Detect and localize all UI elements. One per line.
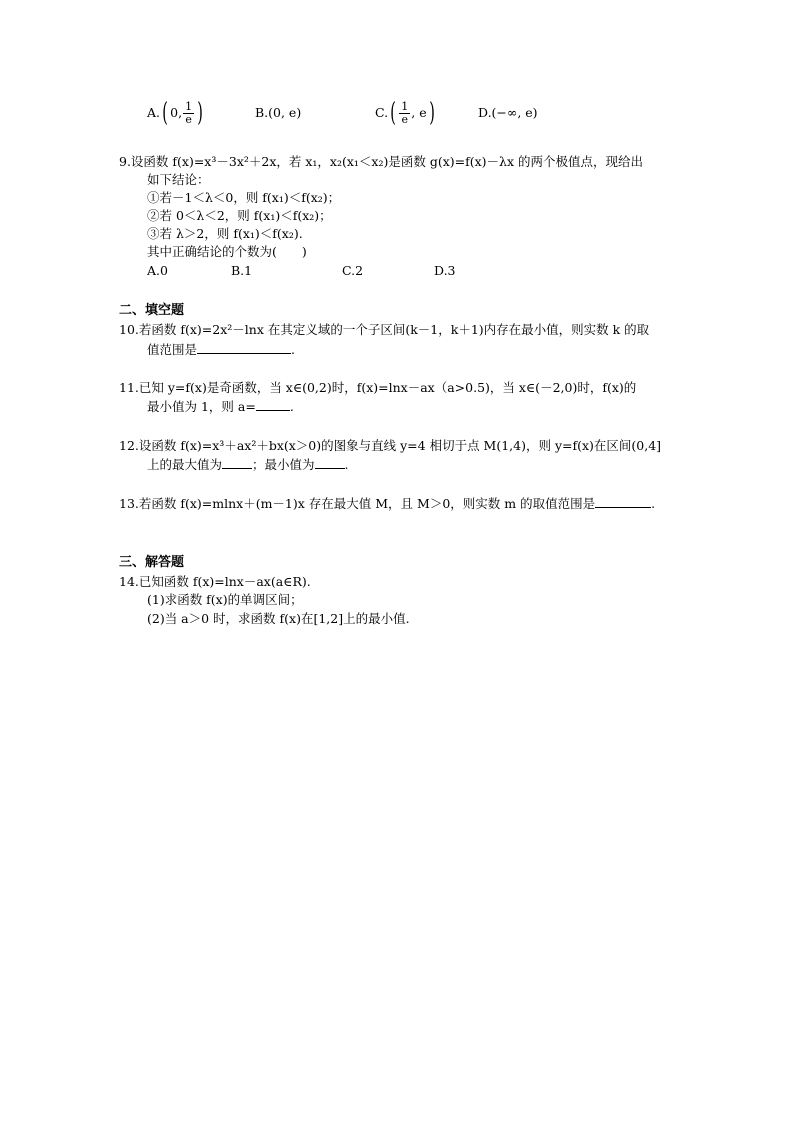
q10-answer-blank[interactable] xyxy=(197,341,291,354)
q8-option-c-rest: , e xyxy=(411,105,427,120)
q13-end: . xyxy=(651,496,656,511)
q12-line2 xyxy=(147,456,349,473)
q12-min-blank[interactable] xyxy=(315,456,345,469)
q9-conclusion-1: ①若－1＜λ＜0，则 f(x₁)＜f(x₂)； xyxy=(147,190,341,205)
q13-line1 xyxy=(119,495,655,512)
q9-stem-line2: 如下结论： xyxy=(147,172,210,187)
q8-option-a-numerator: 1 xyxy=(185,99,193,113)
q10-line1: 10.若函数 f(x)=2x²－lnx 在其定义域的一个子区间(k－1，k＋1)内存在最小值，则实数 k 的取 xyxy=(119,322,650,337)
q8-option-c-open-paren: ( xyxy=(390,98,396,128)
q12-line2-end: . xyxy=(344,457,349,472)
q8-option-c-close-paren: ) xyxy=(428,98,435,128)
q8-option-a-open-paren: ( xyxy=(162,98,168,128)
q8-option-a xyxy=(147,100,205,126)
q10-line2-end: . xyxy=(291,342,295,357)
q8-option-a-label: A. xyxy=(147,105,161,120)
q13-answer-blank[interactable] xyxy=(595,495,651,508)
q9-option-c: C.2 xyxy=(342,263,364,278)
q9-conclusion-2: ②若 0＜λ＜2，则 f(x₁)＜f(x₂)； xyxy=(147,208,332,223)
q8-option-a-fraction xyxy=(183,101,194,126)
q10-line2-text: 值范围是 xyxy=(147,342,198,357)
q9-option-d: D.3 xyxy=(434,263,456,278)
q11-answer-blank[interactable] xyxy=(256,398,290,411)
q13-text: 13.若函数 f(x)=mlnx＋(m－1)x 存在最大值 M，且 M＞0，则实数 m 的取值范围是 xyxy=(119,496,596,511)
q14-stem: 14.已知函数 f(x)=lnx－ax(a∈R). xyxy=(119,574,311,589)
q9-option-a: A.0 xyxy=(147,263,168,278)
q9-option-b: B.1 xyxy=(231,263,253,278)
q11-line2-end: . xyxy=(289,399,294,414)
q12-line1: 12.设函数 f(x)=x³＋ax²＋bx(x＞0)的图象与直线 y=4 相切于点 M(1,4)，则 y=f(x)在区间(0,4] xyxy=(119,438,662,453)
q8-option-b: B.(0, e) xyxy=(255,105,302,120)
q11-line1: 11.已知 y=f(x)是奇函数，当 x∈(0,2)时，f(x)=lnx－ax（a>0.5)，当 x∈(－2,0)时，f(x)的 xyxy=(119,380,637,395)
q8-option-a-zero: 0, xyxy=(170,105,183,120)
q8-option-a-close-paren: ) xyxy=(197,98,203,128)
q8-option-c-denominator: e xyxy=(401,112,408,126)
q11-line2 xyxy=(147,398,294,415)
q8-option-c xyxy=(375,100,437,126)
q9-conclusion-3: ③若 λ＞2，则 f(x₁)＜f(x₂). xyxy=(147,226,303,241)
q8-option-c-numerator: 1 xyxy=(401,99,409,113)
q11-line2-text: 最小值为 1，则 a= xyxy=(147,399,256,414)
q8-option-c-label: C. xyxy=(375,105,389,120)
q8-option-d: D.(−∞, e) xyxy=(478,105,538,120)
q12-line2-text-b: ；最小值为 xyxy=(252,457,315,472)
q9-stem-line1: 9.设函数 f(x)=x³－3x²＋2x，若 x₁，x₂(x₁＜x₂)是函数 g(x)=f(x)－λx 的两个极值点，现给出 xyxy=(119,154,643,169)
q10-line2 xyxy=(147,341,295,358)
q12-max-blank[interactable] xyxy=(222,456,252,469)
section-heading-fill-in: 二、填空题 xyxy=(119,303,185,318)
q8-option-a-denominator: e xyxy=(185,112,192,126)
q9-question: 其中正确结论的个数为( ) xyxy=(147,244,307,259)
q14-part2: (2)当 a＞0 时，求函数 f(x)在[1,2]上的最小值. xyxy=(147,611,410,626)
q12-line2-text-a: 上的最大值为 xyxy=(147,457,223,472)
q8-option-c-fraction xyxy=(399,101,410,126)
q14-part1: (1)求函数 f(x)的单调区间； xyxy=(147,592,303,607)
section-heading-solve: 三、解答题 xyxy=(119,555,185,570)
